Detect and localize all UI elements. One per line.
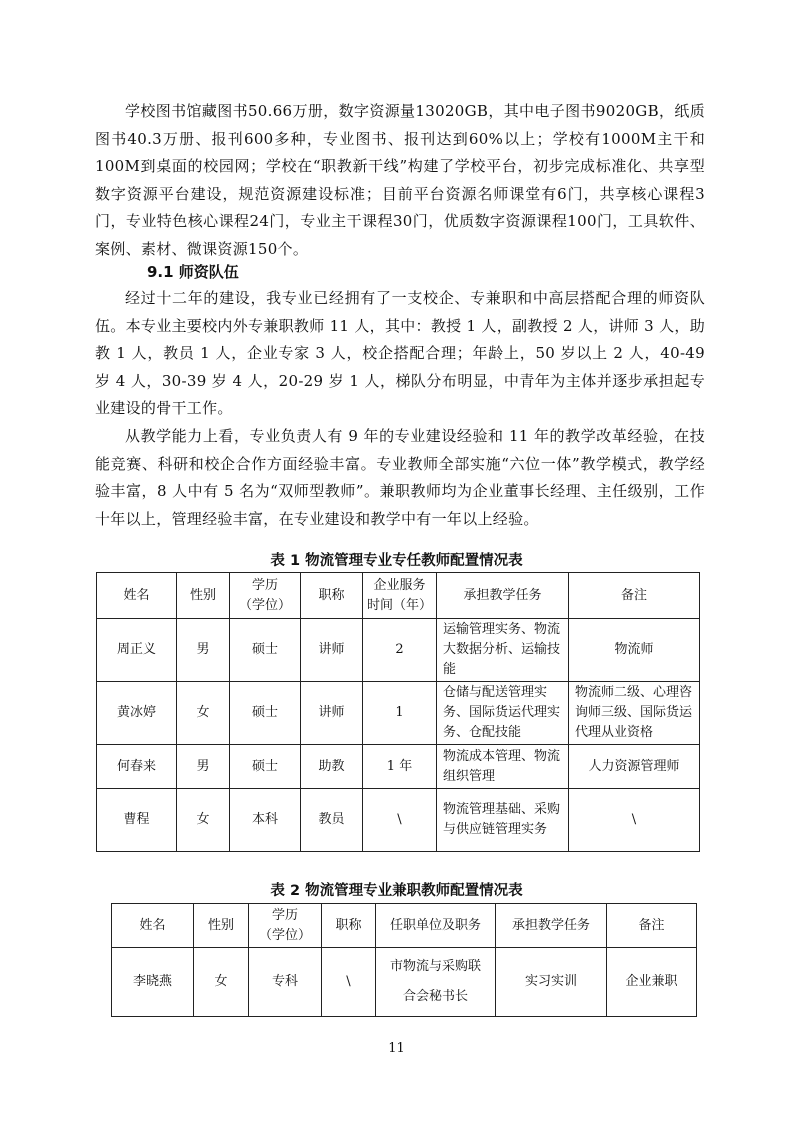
header-cell: 企业服务 时间（年）	[363, 573, 437, 619]
table-cell: 硕士	[230, 745, 301, 789]
header-cell: 职称	[301, 573, 363, 619]
table-cell: 曹程	[97, 789, 177, 852]
parttime-teachers-table	[111, 903, 697, 1017]
faculty-paragraph: 经过十二年的建设，我专业已经拥有了一支校企、专兼职和中高层搭配合理的师资队伍。本专业主要校内外专兼职教师 11 人，其中：教授 1 人，副教授 2 人，讲师 3 人，助教 1 人，教员 1 人，企业专家 3 人，校企搭配合理；年龄上，50 岁以上 2 人，40-49 岁 4 人，30-39 岁 4 人，20-29 岁 1 人，梯队分布明显，中青年为主体并逐步承担起专业建设的骨干工作。	[95, 289, 705, 417]
header-cell: 学历 （学位）	[230, 573, 301, 619]
table-cell: 1 年	[363, 745, 437, 789]
table-cell: 男	[177, 745, 230, 789]
table1-caption: 表 1 物流管理专业专任教师配置情况表	[270, 553, 523, 569]
table-cell: 教员	[301, 789, 363, 852]
table-row	[97, 682, 700, 745]
table-cell: 2	[363, 619, 437, 682]
table-cell: 助教	[301, 745, 363, 789]
table-cell: 讲师	[301, 619, 363, 682]
table-row	[112, 948, 697, 1017]
page-number: 11	[388, 1041, 405, 1056]
header-cell: 姓名	[112, 904, 194, 948]
table-cell: 硕士	[230, 682, 301, 745]
table-cell: 本科	[230, 789, 301, 852]
table-cell: \	[569, 789, 700, 852]
table-header-row	[112, 904, 697, 948]
table-cell: 黄冰婷	[97, 682, 177, 745]
table-row	[97, 789, 700, 852]
header-cell: 学历 （学位）	[249, 904, 322, 948]
table-cell: 何春来	[97, 745, 177, 789]
table-cell: 实习实训	[496, 948, 607, 1017]
fulltime-teachers-table	[96, 572, 700, 852]
header-cell: 备注	[607, 904, 697, 948]
table-cell: 专科	[249, 948, 322, 1017]
table-cell: 物流师	[569, 619, 700, 682]
library-resources-paragraph: 学校图书馆藏图书50.66万册，数字资源量13020GB，其中电子图书9020GB，纸质图书40.3万册、报刊600多种，专业图书、报刊达到60%以上；学校有1000M主干和100M到桌面的校园网；学校在“职教新干线”构建了学校平台，初步完成标准化、共享型数字资源平台建设，规范资源建设标准；目前平台资源名师课堂有6门，共享核心课程3门，专业特色核心课程24门，专业主干课程30门，优质数字资源课程100门，工具软件、案例、素材、微课资源150个。	[95, 102, 705, 258]
table-cell: 李晓燕	[112, 948, 194, 1017]
table2-caption: 表 2 物流管理专业兼职教师配置情况表	[270, 883, 523, 899]
table-cell: 人力资源管理师	[569, 745, 700, 789]
table-cell: 物流管理基础、采购与供应链管理实务	[437, 789, 569, 852]
header-cell: 姓名	[97, 573, 177, 619]
header-cell: 备注	[569, 573, 700, 619]
table-row	[97, 745, 700, 789]
header-cell: 性别	[194, 904, 249, 948]
table-cell: 企业兼职	[607, 948, 697, 1017]
table-cell: 市物流与采购联 合会秘书长	[376, 948, 496, 1017]
table-cell: 仓储与配送管理实务、国际货运代理实务、仓配技能	[437, 682, 569, 745]
table-cell: 物流师二级、心理咨询师三级、国际货运代理从业资格	[569, 682, 700, 745]
header-cell: 承担教学任务	[437, 573, 569, 619]
table-row	[97, 619, 700, 682]
table-cell: 周正义	[97, 619, 177, 682]
header-cell: 承担教学任务	[496, 904, 607, 948]
header-cell: 任职单位及职务	[376, 904, 496, 948]
table-cell: 硕士	[230, 619, 301, 682]
section-heading: 9.1 师资队伍	[147, 263, 239, 281]
table-cell: 男	[177, 619, 230, 682]
teaching-ability-paragraph: 从教学能力上看，专业负责人有 9 年的专业建设经验和 11 年的教学改革经验，在技能竞赛、科研和校企合作方面经验丰富。专业教师全部实施“六位一体”教学模式，教学经验丰富，8 人中有 5 名为“双师型教师”。兼职教师均为企业董事长经理、主任级别，工作十年以上，管理经验丰富，在专业建设和教学中有一年以上经验。	[95, 427, 705, 528]
table-cell: 1	[363, 682, 437, 745]
table-cell: 女	[194, 948, 249, 1017]
header-cell: 性别	[177, 573, 230, 619]
table-cell: 女	[177, 789, 230, 852]
table-header-row	[97, 573, 700, 619]
table-cell: \	[322, 948, 376, 1017]
table-cell: 女	[177, 682, 230, 745]
header-cell: 职称	[322, 904, 376, 948]
table-cell: \	[363, 789, 437, 852]
table-cell: 运输管理实务、物流大数据分析、运输技能	[437, 619, 569, 682]
table-cell: 物流成本管理、物流组织管理	[437, 745, 569, 789]
table-cell: 讲师	[301, 682, 363, 745]
